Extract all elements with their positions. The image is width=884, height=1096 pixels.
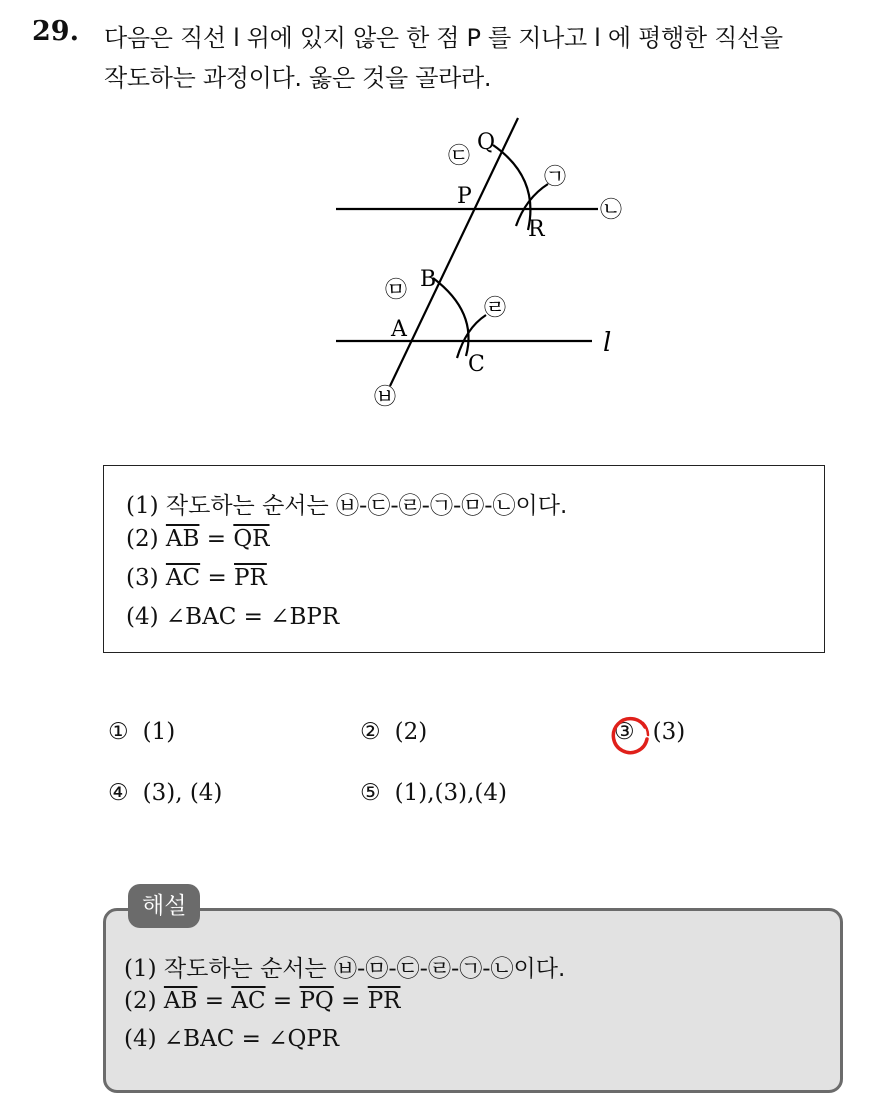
label-B: B	[420, 267, 437, 292]
label-circled-2: ㉡	[600, 198, 623, 223]
label-circled-4: ㉣	[484, 296, 507, 321]
label-circled-1: ㉠	[544, 165, 567, 190]
label-circled-6: ㉥	[374, 385, 397, 410]
choice-2[interactable]: ② (2)	[360, 719, 428, 745]
label-circled-5: ㉤	[385, 278, 408, 303]
choice-mark: ⑤	[360, 780, 381, 806]
label-Q: Q	[477, 130, 496, 155]
statement-4: (4) ∠BAC = ∠BPR	[126, 604, 340, 630]
choice-5[interactable]: ⑤ (1),(3),(4)	[360, 780, 507, 806]
label-l: l	[603, 328, 612, 358]
choice-mark: ①	[108, 719, 129, 745]
choice-1[interactable]: ① (1)	[108, 719, 176, 745]
statement-2: (2) $\overline{AB} = \overline{QR}$	[126, 526, 270, 552]
choice-mark: ②	[360, 719, 381, 745]
label-circled-3: ㉢	[448, 144, 471, 169]
question-text-line1: 다음은 직선 l 위에 있지 않은 한 점 P 를 지나고 l 에 평행한 직선을	[104, 24, 783, 52]
statement-1: (1) 작도하는 순서는 ㉥-㉢-㉣-㉠-㉤-㉡이다.	[126, 493, 568, 519]
choice-4[interactable]: ④ (3), (4)	[108, 780, 223, 806]
choice-mark: ③	[614, 719, 635, 745]
solution-tag: 해설	[128, 884, 200, 928]
choice-3[interactable]: ③ (3)	[614, 719, 686, 745]
choice-mark: ④	[108, 780, 129, 806]
solution-line-2: (2) $\overline{AB} = \overline{AC} = \overline{PQ} = \overline{PR}$	[124, 988, 401, 1014]
construction-figure	[300, 108, 640, 418]
solution-line-1: (1) 작도하는 순서는 ㉥-㉤-㉢-㉣-㉠-㉡이다.	[124, 956, 566, 982]
answer-circle-mark	[607, 713, 651, 757]
label-A: A	[391, 317, 407, 342]
label-P: P	[457, 184, 472, 209]
statement-3: (3) $\overline{AC} = \overline{PR}$	[126, 565, 267, 591]
label-C: C	[468, 352, 485, 377]
label-R: R	[528, 217, 545, 242]
solution-line-3: (4) ∠BAC = ∠QPR	[124, 1026, 340, 1052]
question-number: 29.	[32, 16, 79, 47]
question-text-line2: 작도하는 과정이다. 옳은 것을 골라라.	[104, 64, 492, 92]
